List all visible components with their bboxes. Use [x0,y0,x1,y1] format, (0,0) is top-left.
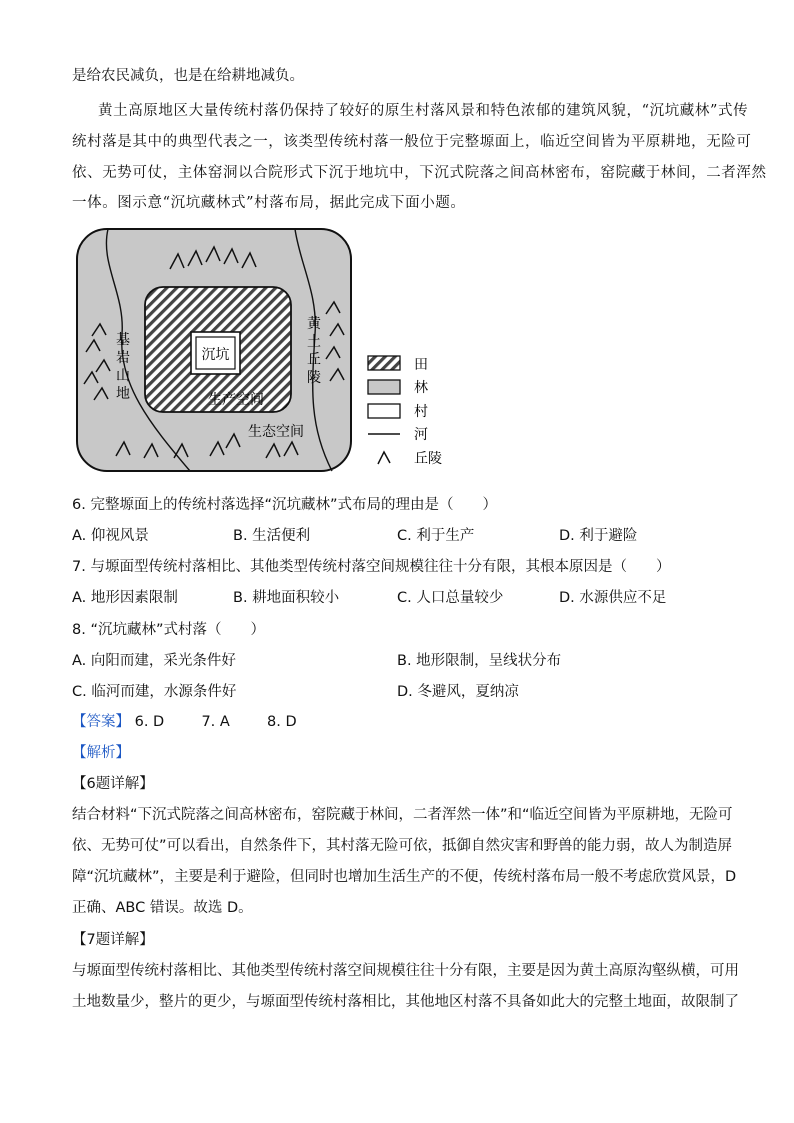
center-label: 沉坑 [201,347,230,363]
question-8-stem: 8. “沉坑藏林”式村落（ ） [72,622,265,638]
answer-7: 7. A [201,714,230,730]
right-label-3: 丘 [307,352,321,368]
question-7-stem: 7. 与塬面型传统村落相比、其他类型传统村落空间规模往往十分有限，其根本原因是（ ） [72,559,671,575]
q6-option-c[interactable]: C. 利于生产 [397,528,475,544]
q8-option-d[interactable]: D. 冬避风，夏纳凉 [397,684,519,700]
right-label-4: 陵 [307,370,321,386]
q7-option-c[interactable]: C. 人口总量较少 [397,590,504,606]
left-label-1: 基 [116,332,130,348]
legend-field-label: 田 [414,357,428,373]
legend-village-label: 村 [414,404,428,420]
detail-6-line-1: 结合材料“下沉式院落之间高林密布，窑院藏于林间，二者浑然一体”和“临近空间皆为平原耕地，无险可 [72,807,733,823]
legend-forest-label: 林 [414,380,428,396]
legend-river-label: 河 [414,427,428,443]
q7-option-a[interactable]: A. 地形因素限制 [72,590,178,606]
detail-7-line-2: 土地数量少，整片的更少，与塬面型传统村落相比，其他地区村落不具备如此大的完整土地面，故限制了 [72,994,739,1010]
answer-6: 6. D [134,714,165,730]
legend-field-swatch [368,356,400,370]
q8-option-a[interactable]: A. 向阳而建，采光条件好 [72,653,236,669]
answer-row [72,712,297,732]
answer-8: 8. D [267,714,297,730]
answer-tag: 【答案】 [72,714,130,730]
detail-6-line-4: 正确、ABC 错误。故选 D。 [72,900,253,916]
legend-hill-icon [378,452,390,464]
legend-village-swatch [368,404,400,418]
question-6-stem: 6. 完整塬面上的传统村落选择“沉坑藏林”式布局的理由是（ ） [72,497,497,513]
q6-option-d[interactable]: D. 利于避险 [559,528,638,544]
q7-option-b[interactable]: B. 耕地面积较小 [233,590,340,606]
analysis-tag: 【解析】 [72,745,130,761]
material-line-1: 黄土高原地区大量传统村落仍保持了较好的原生村落风景和特色浓郁的建筑风貌，“沉坑藏林”式传 [98,103,749,119]
q8-option-c[interactable]: C. 临河而建，水源条件好 [72,684,237,700]
material-line-2: 统村落是其中的典型代表之一，该类型传统村落一般位于完整塬面上，临近空间皆为平原耕地，无险可 [72,134,752,150]
material-line-4: 一体。图示意“沉坑藏林式”村落布局，据此完成下面小题。 [72,195,466,211]
left-label-3: 山 [116,368,130,384]
production-label: 生产空间 [208,392,264,408]
detail-6-line-3: 障“沉坑藏林”，主要是利于避险，但同时也增加生活生产的不便，传统村落布局一般不考虑欣赏风景，D [72,869,737,885]
legend-hill-label: 丘陵 [414,451,442,467]
legend [368,356,442,467]
detail-6-title: 【6题详解】 [72,776,154,792]
detail-7-line-1: 与塬面型传统村落相比、其他类型传统村落空间规模往往十分有限，主要是因为黄土高原沟壑纵横，可用 [72,963,739,979]
left-label-4: 地 [116,386,130,402]
left-label-2: 岩 [116,350,130,366]
q7-option-d[interactable]: D. 水源供应不足 [559,590,667,606]
intro-tail: 是给农民减负，也是在给耕地减负。 [72,68,304,84]
q6-option-a[interactable]: A. 仰视风景 [72,528,149,544]
legend-forest-swatch [368,380,400,394]
detail-7-title: 【7题详解】 [72,932,154,948]
material-line-3: 依、无势可仗，主体窑洞以合院形式下沉于地坑中，下沉式院落之间高林密布，窑院藏于林间，二者浑然 [72,165,767,181]
detail-6-line-2: 依、无势可仗”可以看出，自然条件下，其村落无险可依，抵御自然灾害和野兽的能力弱，故人为制造屏 [72,838,733,854]
q8-option-b[interactable]: B. 地形限制，呈线状分布 [397,653,562,669]
ecology-label: 生态空间 [248,424,304,440]
q6-option-b[interactable]: B. 生活便利 [233,528,311,544]
right-label-1: 黄 [307,316,321,332]
right-label-2: 土 [307,334,321,350]
village-layout-diagram [70,224,460,476]
